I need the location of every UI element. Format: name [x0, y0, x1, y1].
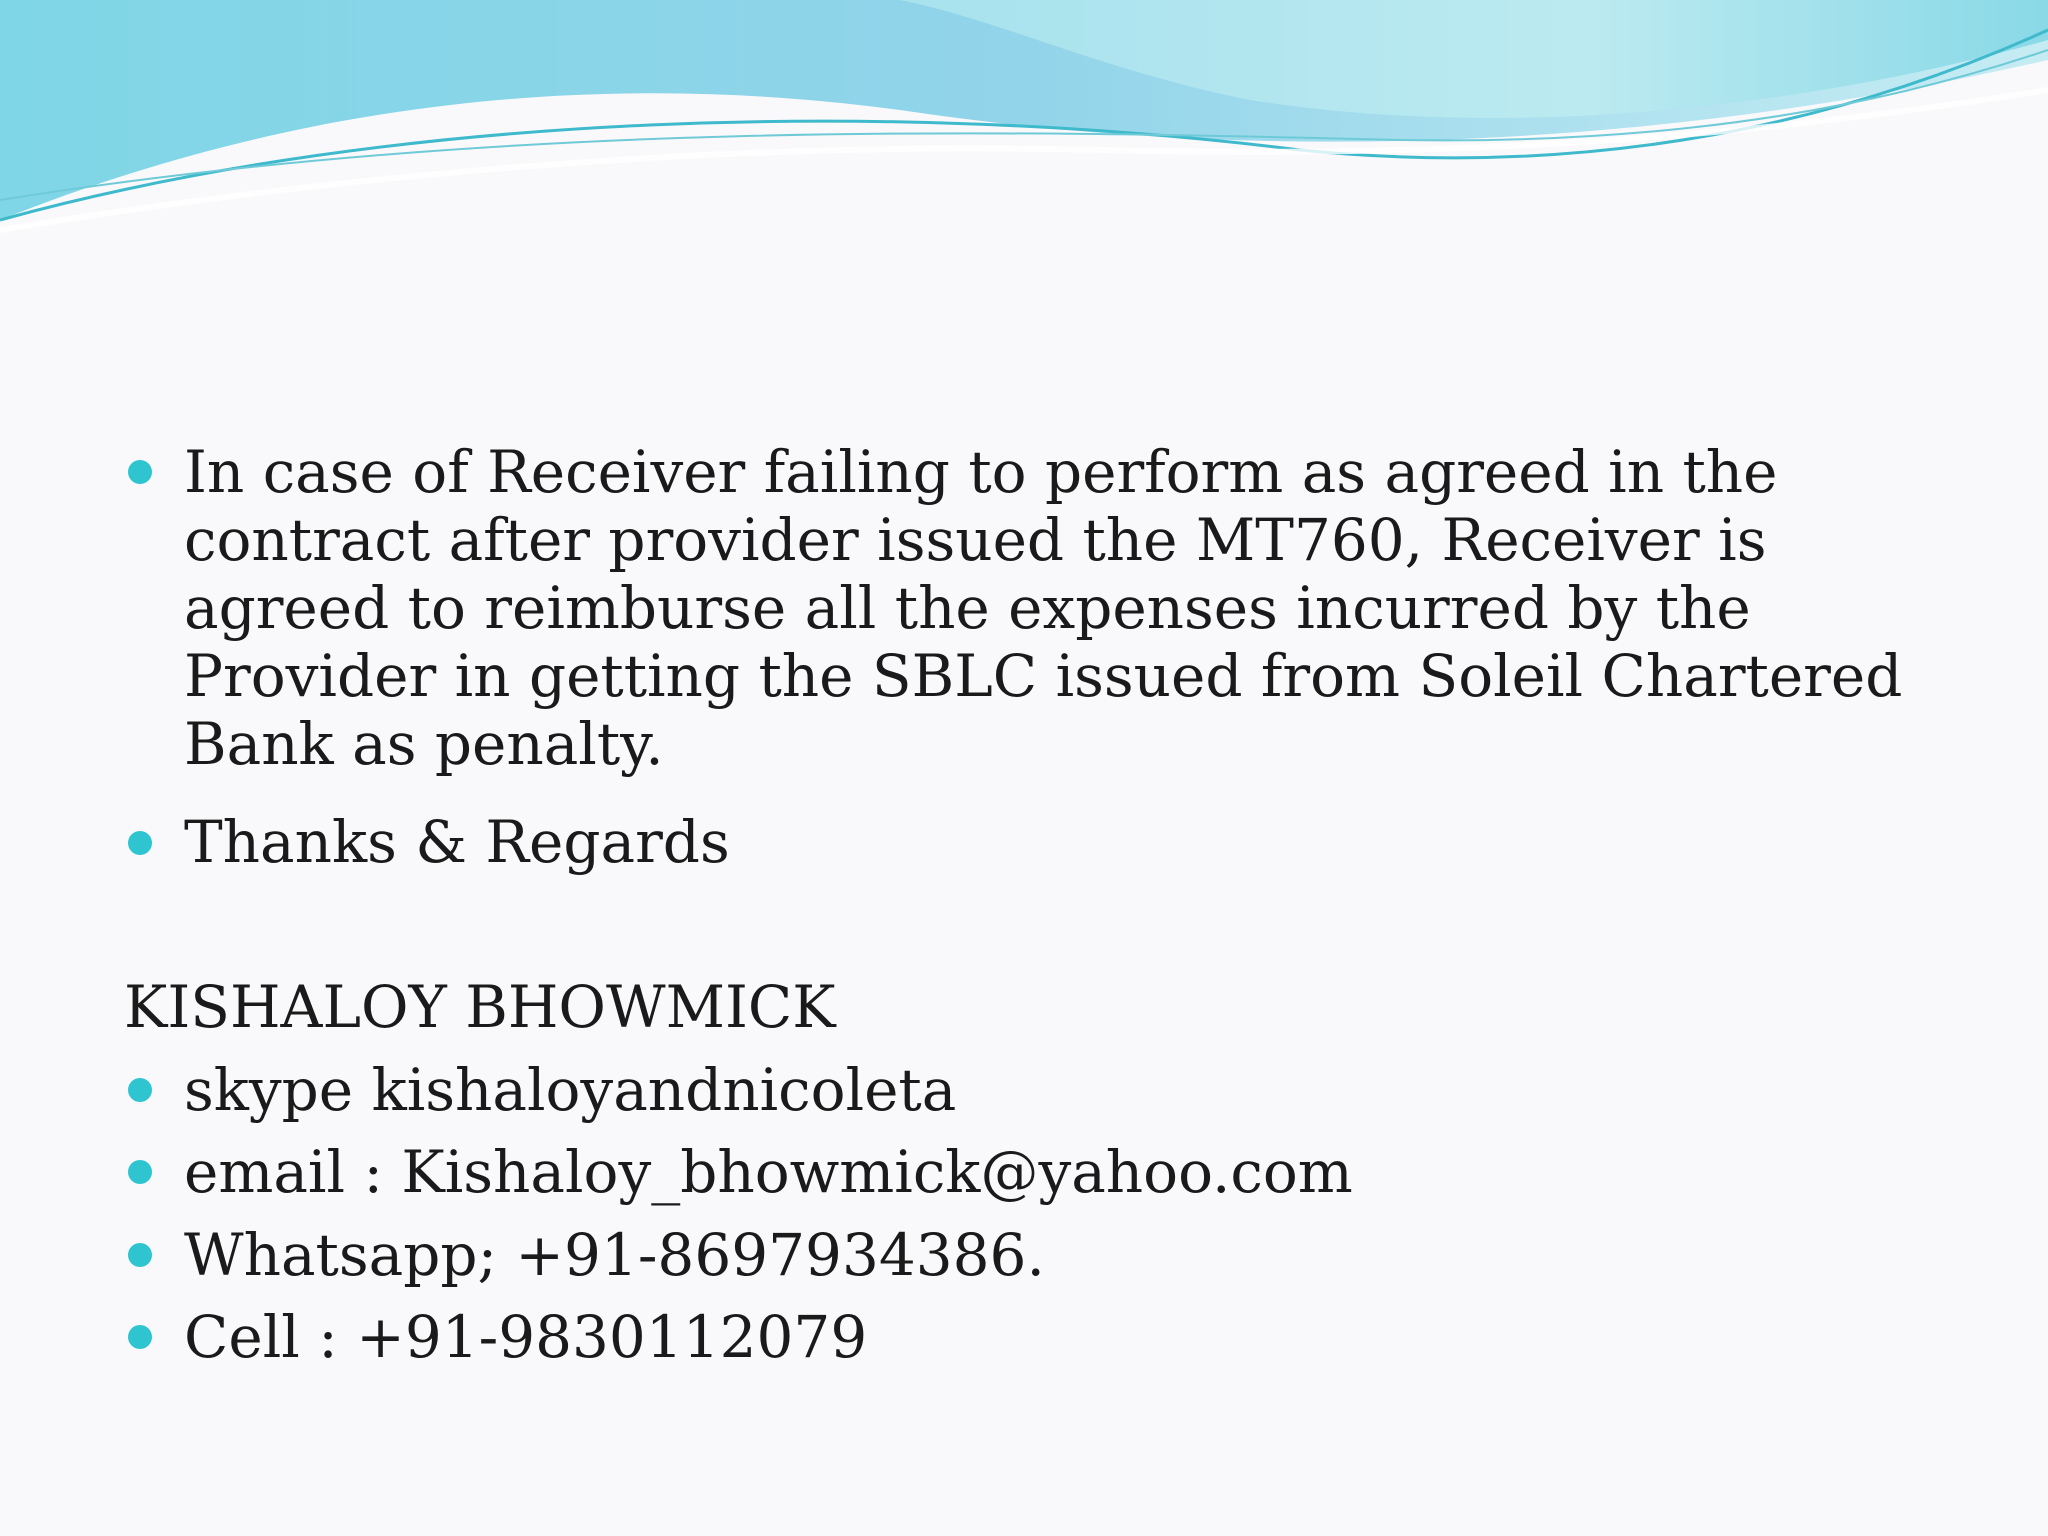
- contact-email: email : Kishaloy_bhowmick@yahoo.com: [184, 1138, 1353, 1206]
- bullet-dot: [128, 1160, 152, 1184]
- bullet-dot: [128, 831, 152, 855]
- contact-skype: skype kishaloyandnicoleta: [184, 1056, 957, 1124]
- bullet-dot: [128, 1325, 152, 1349]
- contact-cell: Cell : +91-9830112079: [184, 1303, 868, 1371]
- bullet-dot: [128, 1078, 152, 1102]
- contact-whatsapp: Whatsapp; +91-8697934386.: [184, 1221, 1045, 1289]
- bullet-dot: [128, 1243, 152, 1267]
- bullet-thanks-regards: Thanks & Regards: [184, 808, 730, 876]
- bullet-dot: [128, 460, 152, 484]
- signature-name: KISHALOY BHOWMICK: [124, 973, 836, 1041]
- bullet-penalty-clause: In case of Receiver failing to perform as agreed in the contract after provider issued the MT760, Receiver is agreed to reimburse all the expenses incurred by the Provider in getting the SBLC issued from Soleil Chartered Bank as penalty.: [184, 438, 1903, 778]
